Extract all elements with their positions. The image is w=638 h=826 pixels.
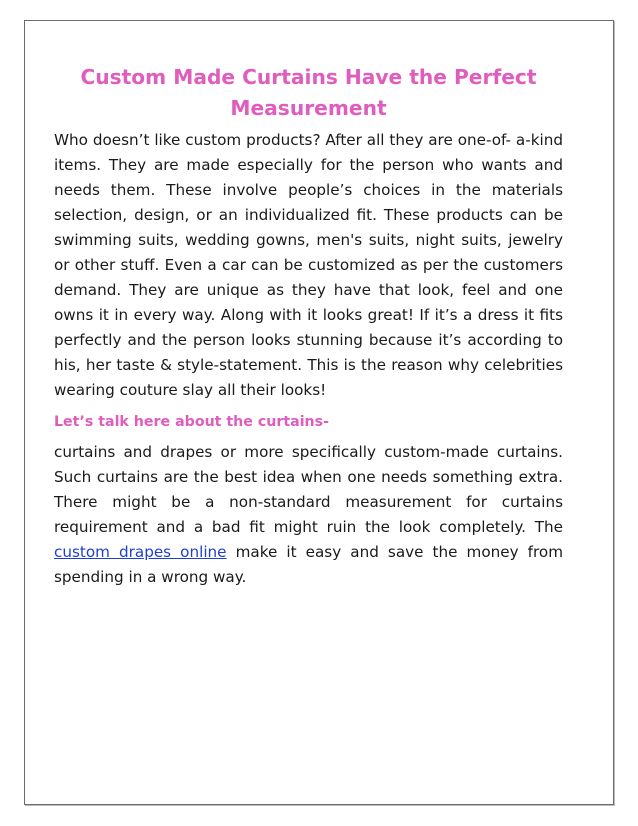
curtains-paragraph: [54, 440, 563, 590]
custom-drapes-online-link[interactable]: custom drapes online: [54, 543, 227, 561]
intro-paragraph: Who doesn’t like custom products? After all they are one-of- a-kind items. They are made especially for the person who wants and needs them. These involve people’s choices in the materials selection, design, or an individualized fit. These products can be swimming suits, wedding gowns, men's suits, night suits, jewelry or other stuff. Even a car can be customized as per the customers demand. They are unique as they have that look, feel and one owns it in every way. Along with it looks great! If it’s a dress it fits perfectly and the person looks stunning because it’s according to his, her taste & style-statement. This is the reason why celebrities wearing couture slay all their looks!: [54, 131, 563, 399]
curtains-paragraph-text-before-link: curtains and drapes or more specifically custom-made curtains. Such curtains are the best idea when one needs something extra. There might be a non-standard measurement for curtains requirement and a bad fit might ruin the look completely. The: [54, 443, 563, 536]
document-body: [54, 62, 563, 590]
document-title: Custom Made Curtains Have the Perfect Measurement: [80, 65, 537, 120]
section-subheading: Let’s talk here about the curtains-: [54, 414, 329, 430]
curtains-paragraph-text-after-link: make it easy and save the money from spending in a wrong way.: [54, 543, 564, 586]
